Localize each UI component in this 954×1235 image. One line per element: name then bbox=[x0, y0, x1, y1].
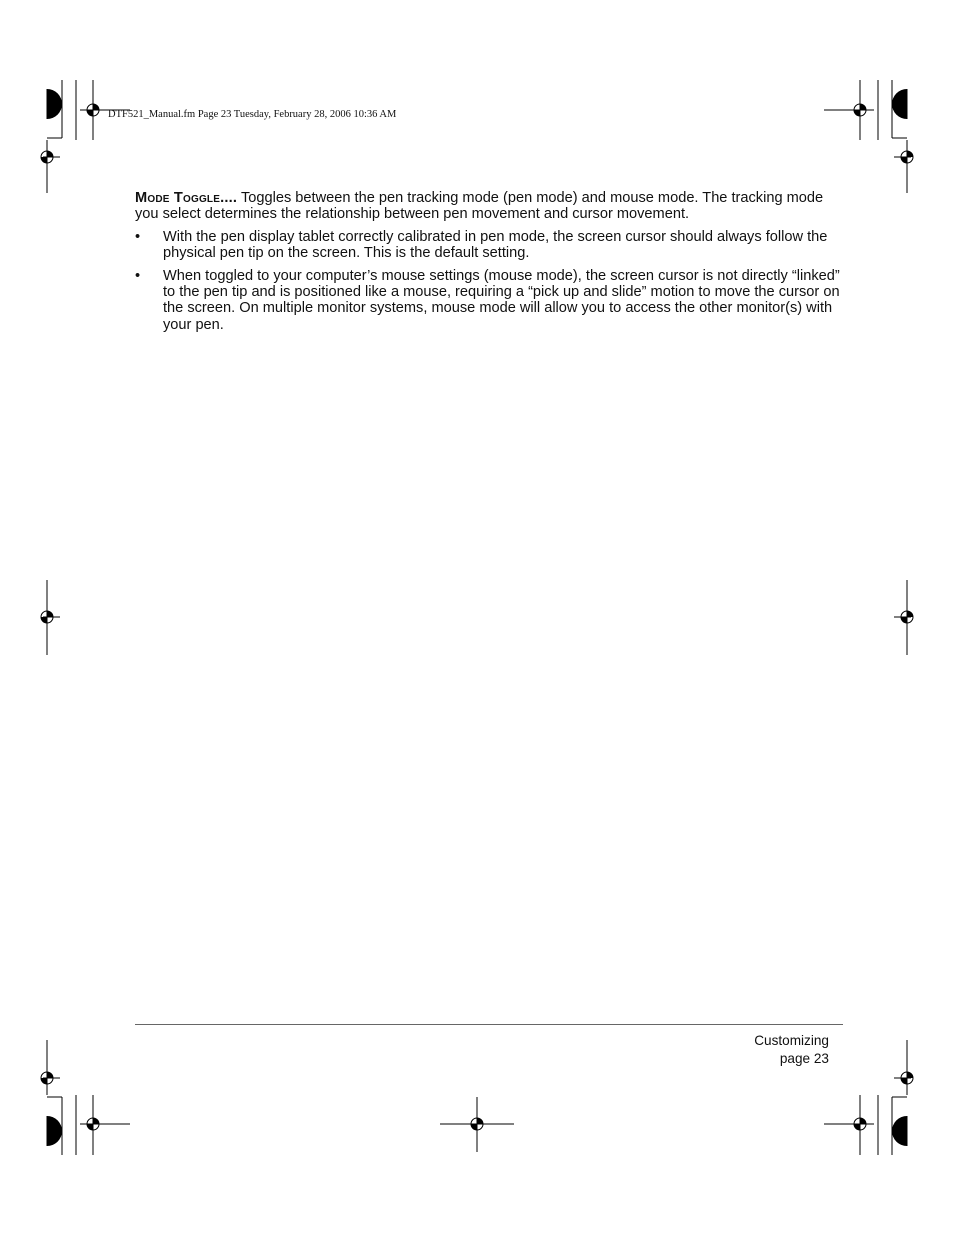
footer-page-number: page 23 bbox=[779, 1051, 829, 1066]
registration-mark-bottom-right bbox=[854, 1118, 866, 1130]
color-bar-top-right bbox=[892, 89, 907, 119]
list-item bbox=[135, 229, 843, 262]
footer-divider bbox=[135, 1024, 843, 1025]
bullet-icon: • bbox=[135, 228, 141, 245]
color-bar-bottom-right bbox=[892, 1116, 907, 1146]
list-item bbox=[135, 268, 843, 334]
registration-mark-top-left bbox=[87, 104, 99, 116]
definition-text: Toggles between the pen tracking mode (pen mode) and mouse mode. The tracking mode you select determines the relationship between pen movement and cursor movement. bbox=[135, 190, 824, 223]
registration-mark-left-upper bbox=[41, 151, 53, 163]
registration-mark-right-lower bbox=[901, 1072, 913, 1084]
registration-mark-bottom-left bbox=[87, 1118, 99, 1130]
definition-paragraph bbox=[135, 190, 843, 223]
registration-mark-right-middle bbox=[901, 611, 913, 623]
registration-mark-right-upper bbox=[901, 151, 913, 163]
footer-section-title: Customizing bbox=[754, 1033, 829, 1048]
registration-mark-top-right bbox=[854, 104, 866, 116]
crop-mark-middle bbox=[43, 580, 911, 655]
bullet-icon: • bbox=[135, 267, 141, 284]
definition-term: Mode Toggle.... bbox=[135, 190, 238, 206]
color-bar-top-left bbox=[47, 89, 62, 119]
page-body bbox=[135, 190, 843, 339]
page-footer bbox=[754, 1032, 829, 1068]
print-slug-line: DTF521_Manual.fm Page 23 Tuesday, February 28, 2006 10:36 AM bbox=[108, 109, 397, 120]
bullet-list bbox=[135, 229, 843, 333]
registration-mark-bottom-center bbox=[471, 1118, 483, 1130]
color-bar-bottom-left bbox=[47, 1116, 62, 1146]
list-item-text: With the pen display tablet correctly calibrated in pen mode, the screen cursor should always follow the physical pen tip on the screen. This is the default setting. bbox=[163, 228, 828, 262]
list-item-text: When toggled to your computer’s mouse settings (mouse mode), the screen cursor is not directly “linked” to the pen tip and is positioned like a mouse, requiring a “pick up and slide” motion to move the cursor on the screen. On multiple monitor systems, mouse mode will allow you to access the other monitor(s) with your pen. bbox=[163, 267, 840, 333]
registration-mark-left-middle bbox=[41, 611, 53, 623]
registration-mark-left-lower bbox=[41, 1072, 53, 1084]
